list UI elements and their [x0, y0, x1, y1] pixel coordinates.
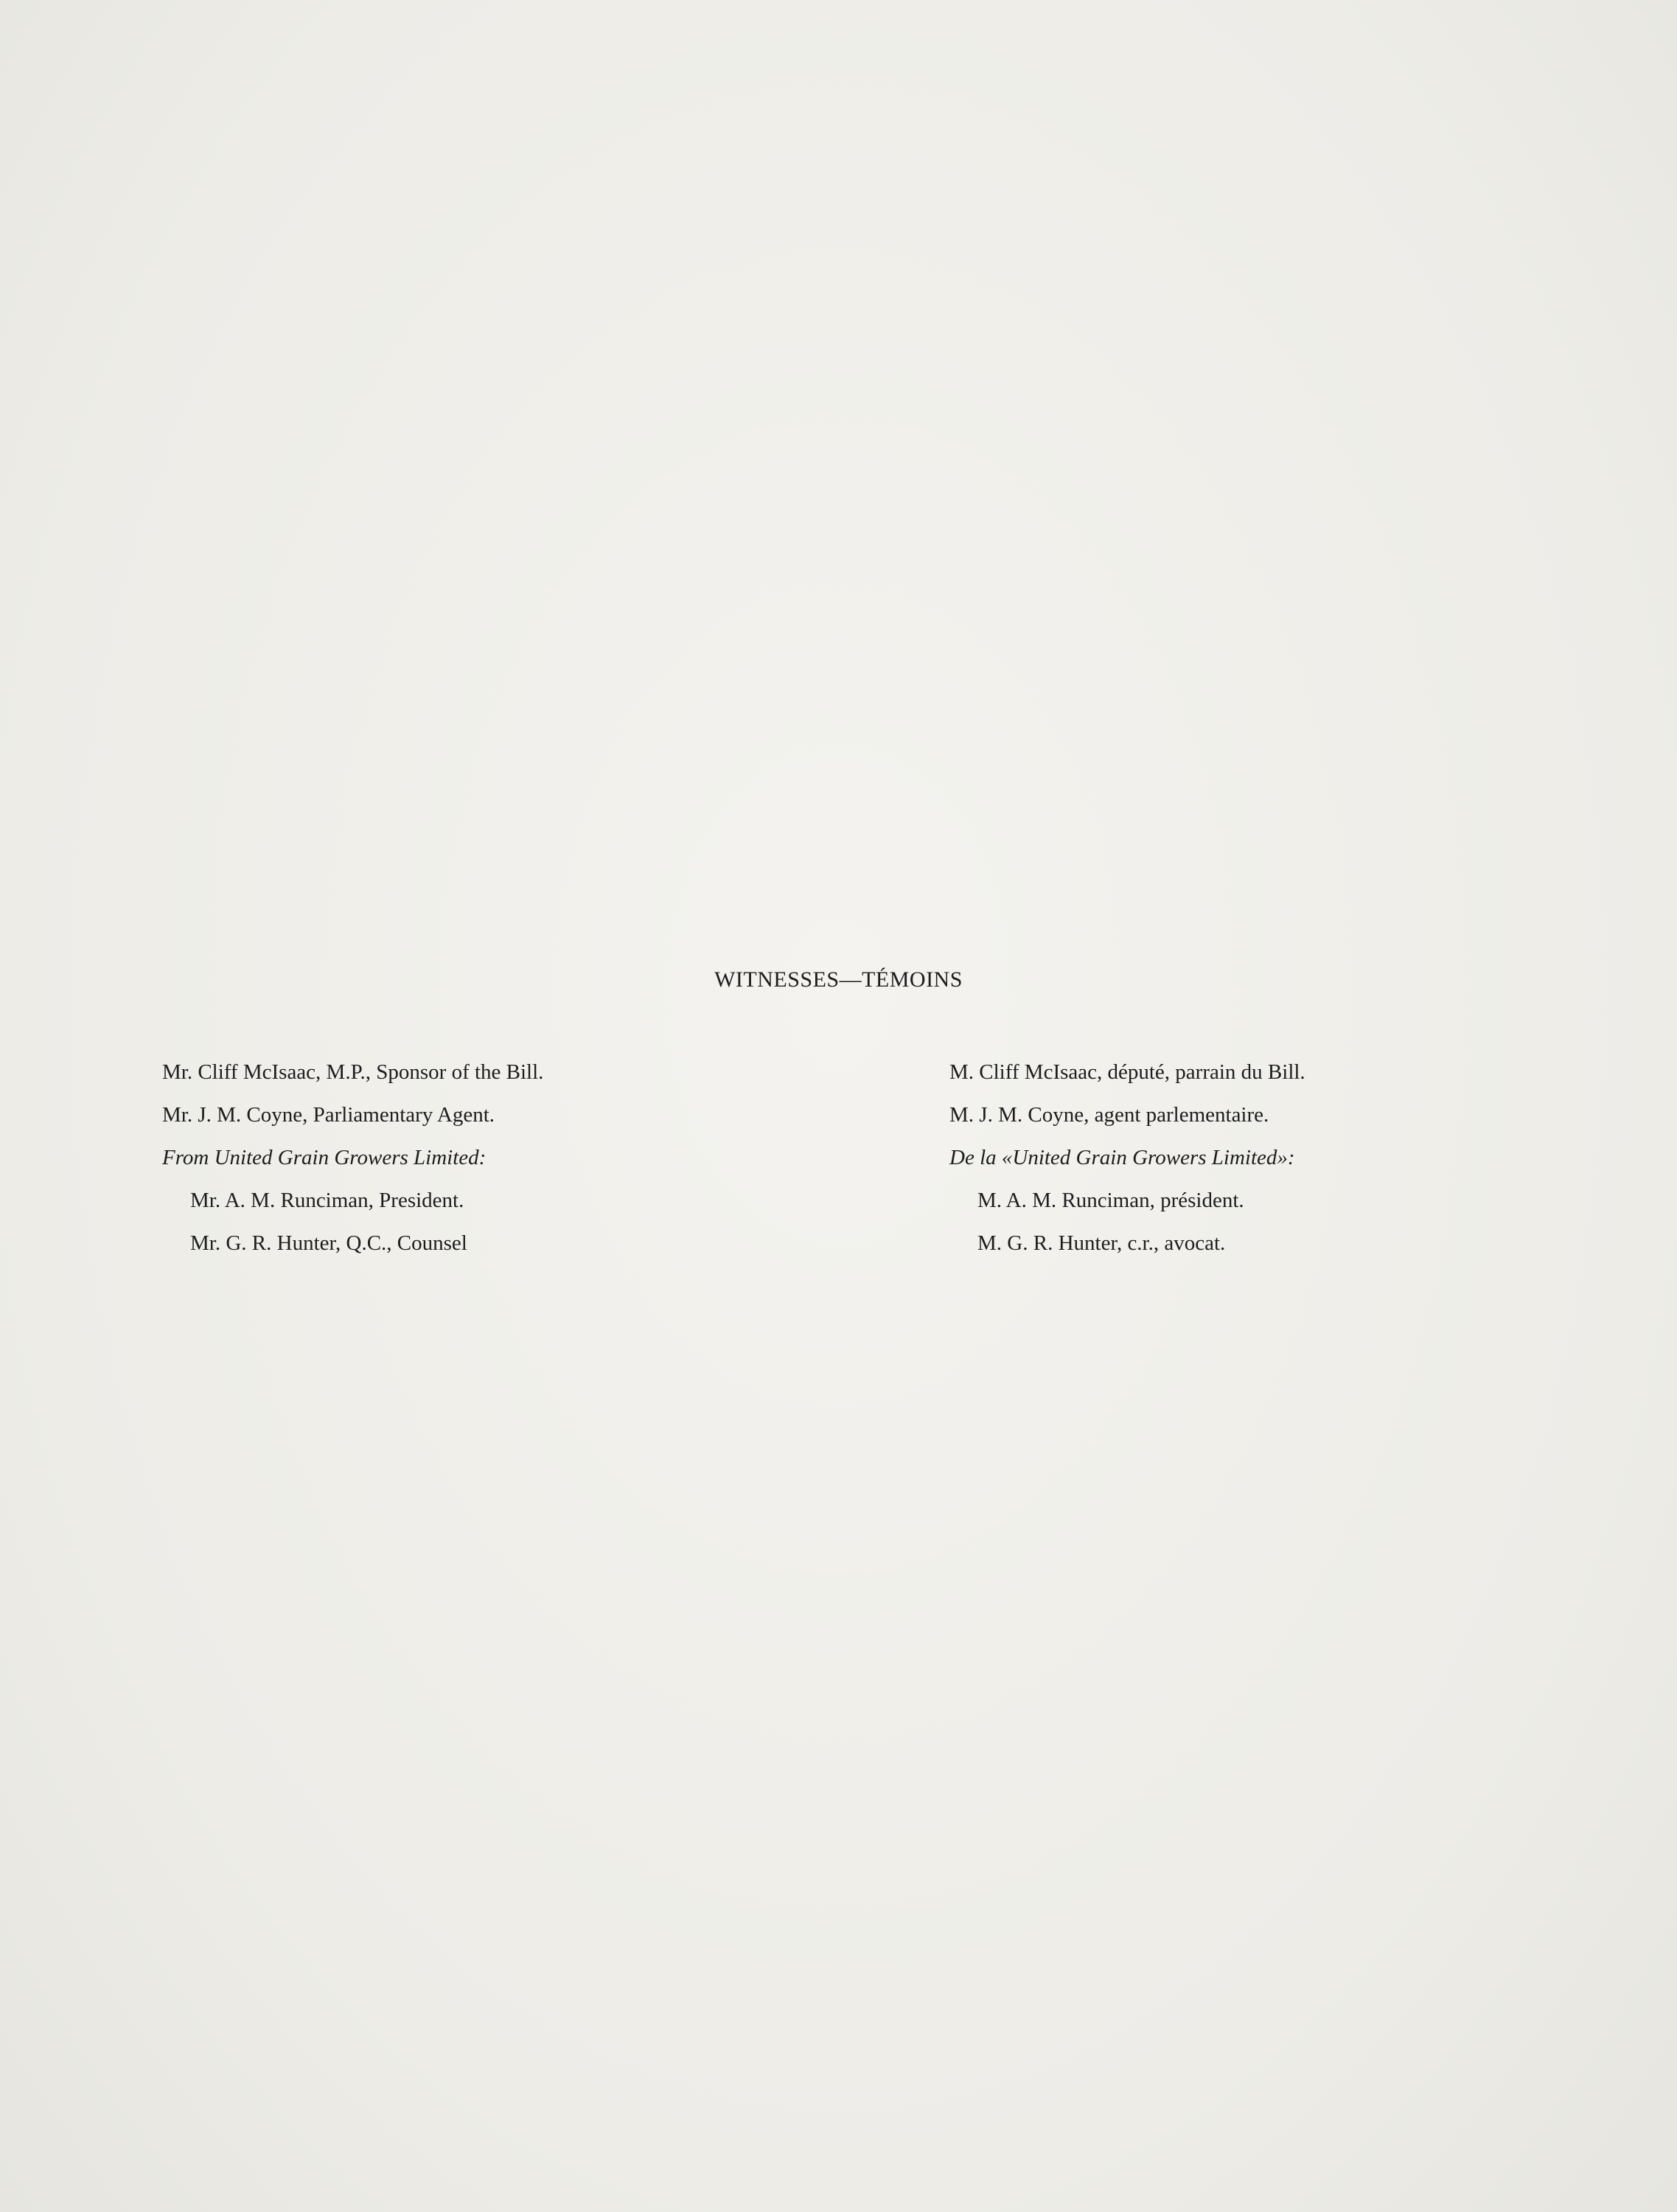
temoin-president: M. A. M. Runciman, président. — [977, 1189, 1244, 1212]
temoin-avocat: M. G. R. Hunter, c.r., avocat. — [977, 1231, 1226, 1255]
witnesses-list-french — [949, 1051, 1598, 1265]
witnesses-heading: WITNESSES—TÉMOINS — [714, 967, 963, 992]
witnesses-list-english — [162, 1051, 811, 1265]
witness-counsel: Mr. G. R. Hunter, Q.C., Counsel — [190, 1231, 467, 1255]
witness-sponsor: Mr. Cliff McIsaac, M.P., Sponsor of the Bill. — [162, 1060, 544, 1084]
witness-organization: From United Grain Growers Limited: — [162, 1146, 487, 1169]
temoin-organisation: De la «United Grain Growers Limited»: — [949, 1146, 1295, 1169]
witness-president: Mr. A. M. Runciman, President. — [190, 1189, 464, 1212]
witness-agent: Mr. J. M. Coyne, Parliamentary Agent. — [162, 1103, 495, 1127]
temoin-parrain: M. Cliff McIsaac, député, parrain du Bill. — [949, 1060, 1305, 1084]
temoin-agent: M. J. M. Coyne, agent parlementaire. — [949, 1103, 1269, 1127]
